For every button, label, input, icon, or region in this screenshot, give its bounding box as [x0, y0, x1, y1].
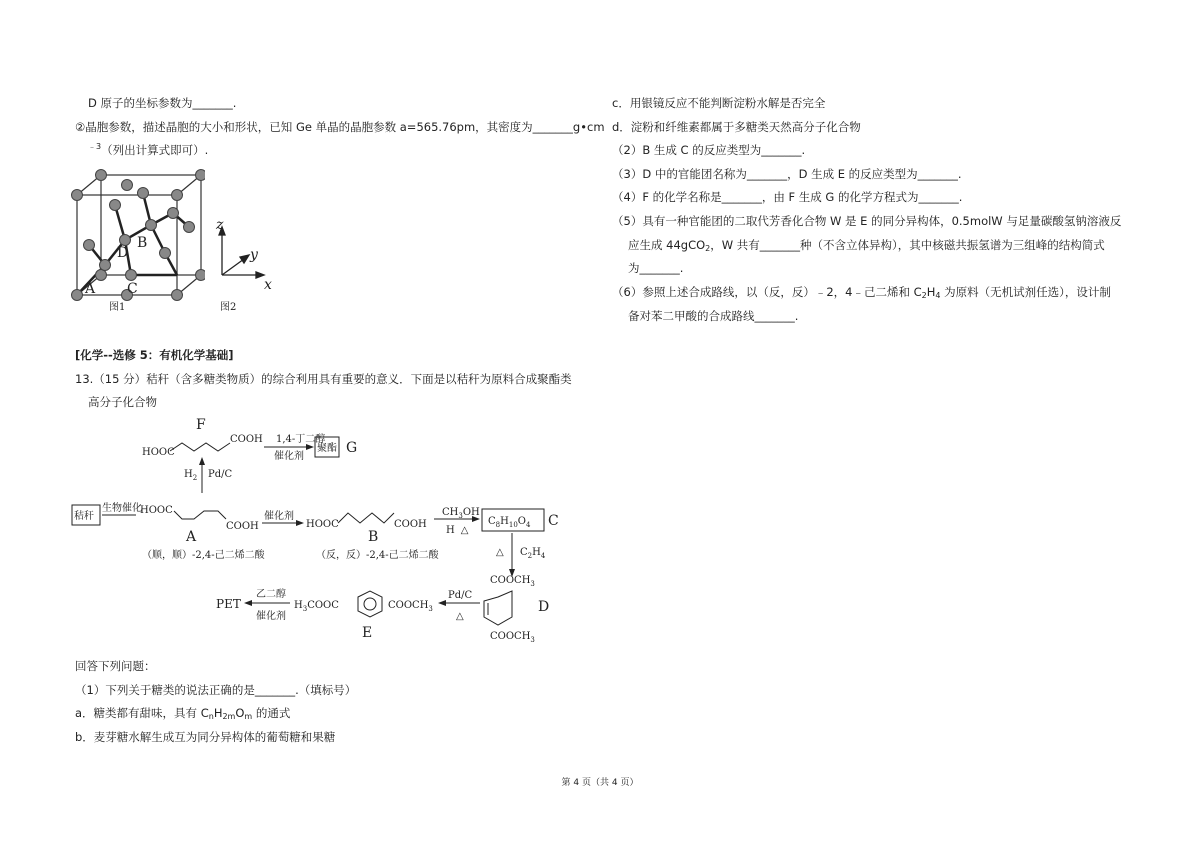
d-coordinate-question: D 原子的坐标参数为_______. [88, 96, 237, 110]
label-a: A [85, 281, 96, 297]
d-top-group: $COOCH_3$ [490, 575, 535, 588]
e-left-group: $H_3COOC$ [294, 600, 339, 613]
compound-d-label: D [538, 599, 550, 615]
question-5-end: 为_______. [628, 261, 684, 275]
pdc-label-2: Pd/C [448, 590, 473, 601]
compound-a-name: （顺，顺）-2,4-己二烯二酸 [142, 550, 265, 561]
question-5: （5）具有一种官能团的二取代芳香化合物 W 是 E 的同分异构体，0.5molW 与足量碳酸氢钠溶液反 [612, 214, 1122, 228]
catalyst-label-2: 催化剂 [264, 511, 294, 522]
question-5-cont: 应生成 44gCO$_2$，W 共有_______种（不含立体异构），其中核磁共振氢谱为三组峰的结构简式 [628, 238, 1105, 253]
figure2-caption: 图2 [220, 302, 237, 313]
f-left-group: HOOC [142, 447, 175, 458]
e-right-group: $COOCH_3$ [388, 600, 433, 613]
option-a: a．糖类都有甜味，具有 $C_nH_{2m}O_m$ 的通式 [75, 706, 291, 721]
f-chain [170, 443, 230, 451]
axis-z-label: z [216, 217, 224, 233]
c-formula: $C_8H_{10}O_4$ [488, 516, 531, 529]
pdc-label-1: Pd/C [208, 469, 233, 480]
e-benzene-ring [358, 591, 382, 617]
ethylene-label: $C_2H_4$ [520, 547, 546, 560]
question-3: （3）D 中的官能团名称为_______，D 生成 E 的反应类型为_______. [612, 167, 962, 181]
label-c: C [127, 281, 138, 297]
question-2: （2）B 生成 C 的反应类型为_______. [612, 143, 806, 157]
polyester-label: 聚酯 [317, 443, 337, 454]
heat-label-2: △ [496, 547, 504, 558]
option-b: b．麦芽糖水解生成互为同分异构体的葡萄糖和果糖 [75, 730, 336, 744]
compound-f-label: F [196, 417, 206, 433]
compound-g-label: G [346, 440, 358, 456]
crystal-cell-figure [65, 165, 205, 315]
compound-c-label: C [548, 513, 559, 529]
question-1: （1）下列关于糖类的说法正确的是_______.（填标号） [75, 683, 357, 697]
page-footer: 第 4 页（共 4 页） [561, 778, 639, 788]
catalyst-label-3: 催化剂 [256, 611, 286, 622]
straw-label: 秸秆 [74, 511, 94, 522]
a-right-group: COOH [226, 521, 259, 532]
option-c: c．用银镜反应不能判断淀粉水解是否完全 [612, 96, 826, 110]
axis-x-label: x [264, 277, 272, 293]
axis-y-label: y [250, 247, 258, 263]
section-heading: [化学--选修 5：有机化学基础] [75, 348, 234, 362]
a-left-group: HOOC [140, 505, 173, 516]
bio-catalysis-label: 生物催化 [102, 503, 142, 514]
label-d: D [117, 245, 129, 261]
question-6-cont: 备对苯二甲酸的合成路线_______. [628, 309, 799, 323]
ethylene-glycol-label: 乙二醇 [256, 589, 286, 600]
axes-figure [210, 215, 290, 315]
heat-label-3: △ [456, 611, 464, 622]
h2-label: $H_2$ [184, 469, 198, 482]
answer-prompt: 回答下列问题： [75, 659, 156, 673]
compound-b-label: B [368, 529, 379, 545]
acid-heat-label: H △ [446, 525, 469, 536]
pet-label: PET [216, 597, 241, 611]
question-13-stem: 13.（15 分）秸秆（含多糖类物质）的综合利用具有重要的意义．下面是以秸秆为原料合成聚酯类 [75, 372, 572, 386]
b-left-group: HOOC [306, 519, 339, 530]
compound-b-name: （反，反）-2,4-己二烯二酸 [316, 550, 439, 561]
question-4: （4）F 的化学名称是_______，由 F 生成 G 的化学方程式为_______. [612, 190, 963, 204]
question-6: （6）参照上述合成路线，以（反，反）﹣2，4﹣己二烯和 $C_2H_4$ 为原料（无机试剂任选），设计制 [612, 285, 1111, 300]
b-chain [338, 513, 394, 523]
question-13-stem-cont: 高分子化合物 [88, 395, 157, 409]
density-question-cont [88, 143, 208, 158]
butanediol-label: 1,4-丁二醇 [276, 434, 326, 445]
a-chain [174, 511, 226, 519]
unit-exponent: ﹣3 [88, 142, 102, 152]
figure1-caption: 图1 [109, 302, 126, 313]
synthesis-scheme [70, 415, 580, 645]
catalyst-label-1: 催化剂 [274, 451, 304, 462]
f-right-group: COOH [230, 434, 263, 445]
d-bottom-group: $COOCH_3$ [490, 631, 535, 644]
b-right-group: COOH [394, 519, 427, 530]
compound-a-label: A [186, 529, 197, 545]
compound-e-label: E [362, 625, 373, 641]
density-question: ②晶胞参数，描述晶胞的大小和形状，已知 Ge 单晶的晶胞参数 a=565.76pm，其密度为_______g•cm [75, 120, 605, 134]
methanol-label: $CH_3OH$ [442, 507, 480, 520]
density-note: （列出计算式即可）. [101, 143, 209, 157]
option-d: d．淀粉和纤维素都属于多糖类天然高分子化合物 [612, 120, 861, 134]
label-b: B [137, 235, 148, 251]
